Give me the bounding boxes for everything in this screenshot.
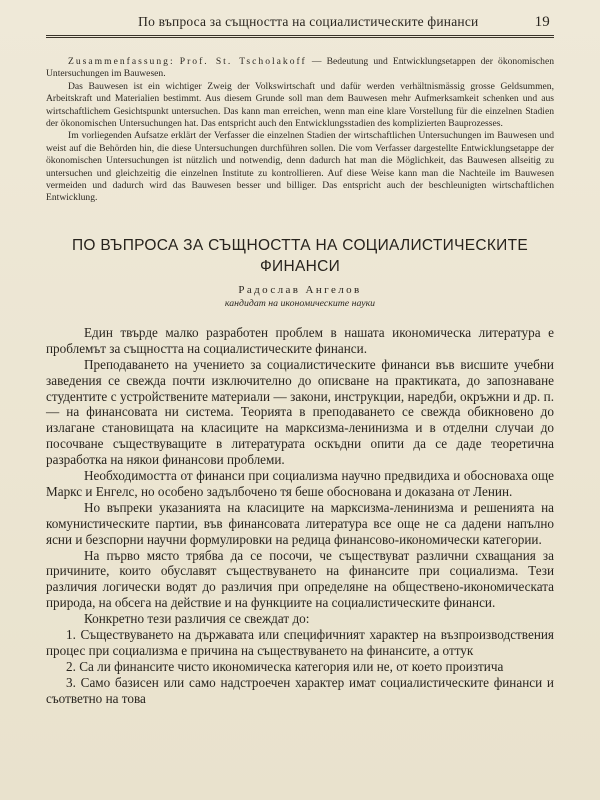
list-item: 3. Само базисен или само надстроечен характер имат социалистическите финанси и съответно на това xyxy=(46,674,554,706)
summary-paragraph: Das Bauwesen ist ein wichtiger Zweig der Volkswirtschaft und dafür werden verhältnismässig grosse Geldsummen, Arbeitskraft und Materialien bestimmt. Aus diesem Grunde soll man dem Bauwesen mehr Aufmerksamkeit schenken und aus wirtschaftlichem Gesichtspunkt untersuchen. Das kann man erreichen, wenn man eine klare Vorstellung für die einzelnen Stadien der ökonomischen Untersuchungen hat. Das entspricht auch den Entwicklungsstadien des komplizierten Bauprozesses. xyxy=(46,80,554,130)
body-paragraph: Необходимостта от финанси при социализма научно предвидиха и обосноваха още Маркс и Енгелс, но особено задълбочено тя беше обоснована и доказана от Ленин. xyxy=(46,468,554,499)
author-degree: кандидат на икономическите науки xyxy=(224,297,376,309)
body-paragraph: На първо място трябва да се посочи, че съществуват различни схващания за причините, които обуславят съществуването на финансите при социализма. Тези различия логически водят до различия при определяне на обществено-икономическата природа, на обсега на действие и на функциите на социалистическите финанси. xyxy=(46,547,554,611)
summary-paragraph: Im vorliegenden Aufsatze erklärt der Verfasser die einzelnen Stadien der wirtschaftlichen Untersuchungen im Bauwesen und weist auf die Behörden hin, die diese Untersuchungen durchführen sollen. Die vom Verfasser dargestellte Entwicklungsetappe der ökonomischen Untersuchungen ist nützlich und notwendig, denn dadurch hat man die Möglichkeit, das Bauwesen allseitig zu untersuchen und gleichzeitig die einzelnen Institute zu kontrollieren. Auf diese Weise kann man die Nachteile im Bauwesen vermeiden und dadurch wird das Bauwesen besser und billiger. Das entspricht auch der beschleunigten wirtschaftlichen Entwicklung. xyxy=(46,130,554,204)
page-number: 19 xyxy=(534,14,550,30)
running-header xyxy=(46,14,554,33)
article-body xyxy=(46,325,554,707)
summary-title: — Bedeutung und Entwicklungsetappen der ökonomischen Untersuchungen im Bauwesen. xyxy=(46,56,554,80)
article-title: ПО ВЪПРОСА ЗА СЪЩНОСТТА НА СОЦИАЛИСТИЧЕСКИТЕ ФИНАНСИ xyxy=(71,236,529,275)
running-title: По въпроса за същността на социалистическите финанси xyxy=(138,14,479,29)
summary-label: Zusammenfassung: xyxy=(68,56,175,67)
list-item: 1. Съществуването на държавата или специфичният характер на възпроизводствения процес при социализма е причина на съществуването на финансите, а оттук xyxy=(46,627,554,658)
german-summary xyxy=(46,56,554,205)
summary-heading xyxy=(46,56,554,81)
body-paragraph: Един твърде малко разработен проблем в нашата икономическа литература е проблемът за същността на социалистическите финанси. xyxy=(46,324,554,356)
list-item: 2. Са ли финансите чисто икономическа категория или не, от което произтича xyxy=(66,658,504,674)
article-author: Радослав Ангелов xyxy=(238,283,362,296)
summary-author: Prof. St. Tscholakoff xyxy=(179,56,307,67)
header-rule xyxy=(46,35,554,38)
body-paragraph: Конкретно тези различия се свеждат до: xyxy=(84,611,310,627)
body-paragraph: Преподаването на учението за социалистическите финанси във висшите учебни заведения се свежда почти изключително до описване на практиката, до запознаване студентите с устройствените материали — закони, инструкции, наредби, окръжни и др. п. — на финансовата ни система. Теорията в преподаването се свежда обикновено до излагане становищата на класиците на марксизма-ленинизма и в отделни случаи до посочване съществуващите в литературата оскъдни опити да се даде теоретична разработка на някои финансови проблеми. xyxy=(46,356,554,468)
body-paragraph: Но въпреки указанията на класиците на марксизма-ленинизма и решенията на комунистическите партии, във финансовата литература все още не са дадени напълно ясни и безспорни научни формулировки на редица финансово-икономически категории. xyxy=(46,499,554,547)
